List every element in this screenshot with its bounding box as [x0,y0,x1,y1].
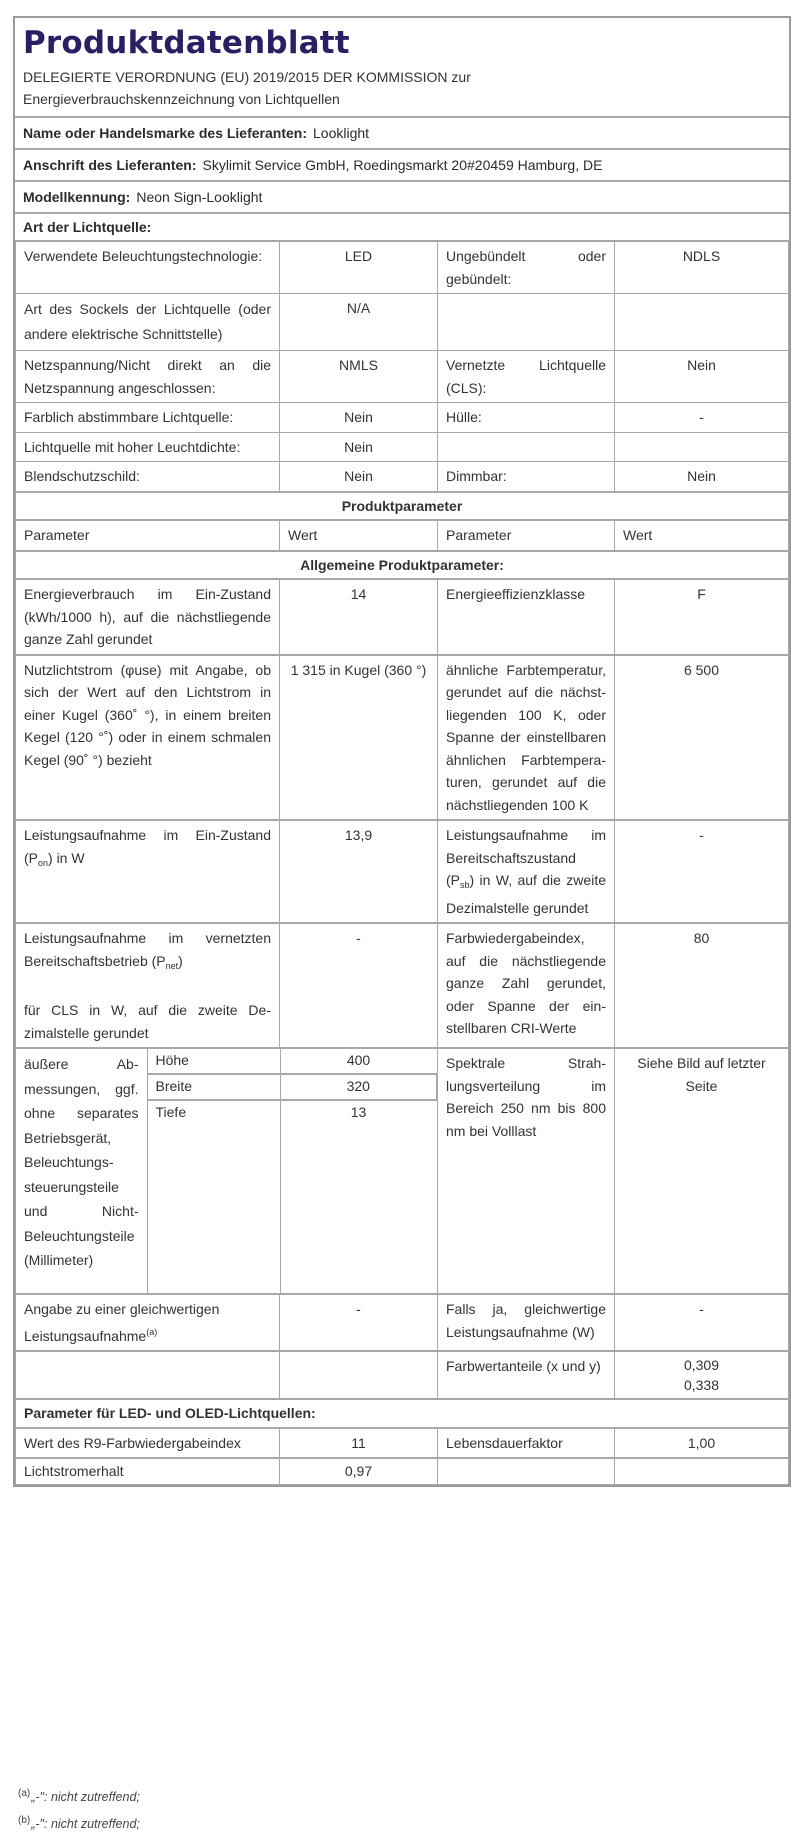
dimension-row [16,1049,437,1074]
dimension-name: Höhe [147,1049,280,1074]
param-value: - [615,1294,789,1351]
label-text: Angabe zu einer gleichwertigen Leistungsaufnahme [24,1301,220,1344]
param-value: Nein [280,403,438,433]
param-value: - [280,923,438,1048]
param-value: Siehe Bild auf letzter Seite [615,1048,789,1294]
footnote-marker: (b) [18,1815,31,1826]
table-row [16,403,789,433]
document-title: Produktdatenblatt [23,25,350,61]
dimension-value: 400 [280,1049,437,1074]
param-value: 0,97 [280,1458,438,1484]
param-label: Blendschutzschild: [16,462,280,492]
table-row [16,1428,789,1459]
model-id-row [15,182,789,214]
product-parameters-heading: Produktparameter [16,492,789,521]
param-value: Nein [615,351,789,403]
supplier-address-label: Anschrift des Lieferanten: [23,157,197,173]
chromaticity-values [615,1351,789,1399]
dimension-name: Breite [147,1074,280,1100]
table-row [16,923,789,1048]
param-label: Verwendete Beleuchtungstechnologie: [16,242,280,294]
dimensions-subtable [16,1049,437,1293]
table-row [16,1294,789,1351]
param-label [438,294,615,351]
param-value: 1,00 [615,1428,789,1459]
table-row [16,579,789,655]
param-value: 1 315 in Kugel (360 °) [280,655,438,821]
dimensions-cell [16,1048,438,1294]
supplier-address-value: Skylimit Service GmbH, Roedingsmarkt 20#20459 Hamburg, DE [202,157,603,173]
param-label [438,432,615,462]
subscript: on [38,857,49,868]
dimension-value: 13 [280,1100,437,1293]
column-header: Parameter [16,520,280,551]
table-row [16,242,789,294]
footnote-marker: (a) [146,1326,158,1337]
table-row [16,820,789,923]
product-data-sheet [13,16,791,1487]
light-source-type-heading [15,214,789,241]
param-label: Ungebündelt oder gebündelt: [438,242,615,294]
empty-cell [280,1351,438,1399]
param-value: NMLS [280,351,438,403]
section-heading-row [16,1399,789,1428]
column-header: Wert [280,520,438,551]
label-text: ) [178,952,183,969]
dimensions-row [16,1048,789,1294]
section-heading-row [16,551,789,580]
supplier-name-row [15,118,789,150]
param-value [615,432,789,462]
param-label [16,923,280,1048]
param-value: Nein [280,462,438,492]
table-row [16,351,789,403]
param-value: Nein [280,432,438,462]
table-row [16,1351,789,1399]
table-row [16,655,789,821]
param-label: Lichtquelle mit hoher Leuchtdichte: [16,432,280,462]
footnote [18,1782,140,1809]
regulation-reference [15,64,789,118]
supplier-name-value: Looklight [313,125,370,141]
param-value [615,294,789,351]
section-heading-row [16,492,789,521]
label-text: Leistungsaufnahme im vernetzten Bereitschaftsbetrieb (P [24,930,271,969]
param-value: - [280,1294,438,1351]
subscript: sb [460,880,470,890]
param-value: F [615,579,789,655]
param-value: 80 [615,923,789,1048]
subscript: net [165,960,179,971]
footnote [18,1809,140,1836]
param-label: Dimmbar: [438,462,615,492]
chromaticity-x: 0,309 [683,1357,720,1373]
dimension-name: Tiefe [147,1100,280,1293]
column-header-row [16,520,789,551]
regulation-line-2: Energieverbrauchskennzeichnung von Lichtquellen [23,91,340,107]
param-label: Netzspannung/Nicht direkt an die Netzspannung angeschlossen: [16,351,280,403]
empty-cell [16,1351,280,1399]
param-value: N/A [280,294,438,351]
param-label: Energieverbrauch im Ein-Zustand (kWh/1000 h), auf die nächstliegende ganze Zahl gerundet [16,579,280,655]
dimensions-label: äußere Abmessungen, ggf. ohne separates Betriebsgerät, Beleuchtungssteuerungsteile und Nicht-Beleuchtungsteile (Millimeter) [16,1049,147,1293]
footnote-text: „-": nicht zutreffend; [31,1817,140,1831]
main-parameter-table [15,241,789,1485]
param-label: Lebensdauerfaktor [438,1428,615,1459]
param-label: Energieeffizienzklasse [438,579,615,655]
light-source-type-heading-label: Art der Lichtquelle: [23,219,152,235]
label-text: Leistungsaufnahme im Bereitschaftszustand (P [446,827,606,888]
param-value: - [615,820,789,923]
param-label: Art des Sockels der Lichtquelle (oder andere elektrische Schnittstelle) [16,294,280,351]
label-text: für CLS in W, auf die zweite Dezimalstelle gerundet [24,1002,271,1041]
param-value: Nein [615,462,789,492]
param-value [615,1458,789,1484]
table-row [16,1458,789,1484]
supplier-name-label: Name oder Handelsmarke des Lieferanten: [23,125,307,141]
table-row [16,294,789,351]
spacer [24,977,271,999]
dimension-value: 320 [280,1074,437,1100]
footnote-text: „-": nicht zutreffend; [31,1790,140,1804]
param-label: Spektrale Strahlungsverteilung im Bereich 250 nm bis 800 nm bei Volllast [438,1048,615,1294]
param-label: Nutzlichtstrom (φuse) mit Angabe, ob sich der Wert auf den Lichtstrom in einer Kugel (360˚ °), in einem breiten Kegel (120 °˚) oder in einem schmalen Kegel (90˚ °) bezieht [16,655,280,821]
param-label: Farblich abstimmbare Lichtquelle: [16,403,280,433]
param-label [16,1294,280,1351]
param-value: 11 [280,1428,438,1459]
table-row [16,432,789,462]
label-text: ) in W, auf die zweite Dezimalstelle gerundet [446,872,606,916]
param-label: Falls ja, gleichwertige Leistungsaufnahme (W) [438,1294,615,1351]
param-label: Wert des R9-Farbwiedergabeindex [16,1428,280,1459]
param-value: - [615,403,789,433]
led-parameters-heading: Parameter für LED- und OLED-Lichtquellen: [16,1399,789,1428]
label-text: ) in W [48,849,85,866]
param-value: 6 500 [615,655,789,821]
param-label: Vernetzte Lichtquelle (CLS): [438,351,615,403]
column-header: Parameter [438,520,615,551]
param-label: ähnliche Farbtemperatur, gerundet auf die nächstliegenden 100 K, oder Spanne der einstellbaren ähnlichen Farbtemperaturen, gerundet auf die nächstliegenden 100 K [438,655,615,821]
param-label: Lichtstromerhalt [16,1458,280,1484]
param-value: NDLS [615,242,789,294]
param-label [438,820,615,923]
column-header: Wert [615,520,789,551]
footnotes [18,1782,140,1836]
footnote-marker: (a) [18,1788,31,1799]
param-label: Hülle: [438,403,615,433]
model-id-value: Neon Sign-Looklight [136,189,263,205]
param-label: Farbwiedergabeindex, auf die nächstliegende ganze Zahl gerundet, oder Spanne der einstellbaren CRI-Werte [438,923,615,1048]
chromaticity-y: 0,338 [683,1377,720,1393]
supplier-address-row [15,150,789,182]
label-text: Leistungsaufnahme im Ein-Zustand (P [24,827,271,866]
model-id-label: Modellkennung: [23,189,131,205]
table-row [16,462,789,492]
param-label [16,820,280,923]
regulation-line-1: DELEGIERTE VERORDNUNG (EU) 2019/2015 DER KOMMISSION zur [23,69,471,85]
param-value: 13,9 [280,820,438,923]
general-parameters-heading: Allgemeine Produktparameter: [16,551,789,580]
param-value: 14 [280,579,438,655]
param-value: LED [280,242,438,294]
param-label: Farbwertanteile (x und y) [438,1351,615,1399]
param-label [438,1458,615,1484]
